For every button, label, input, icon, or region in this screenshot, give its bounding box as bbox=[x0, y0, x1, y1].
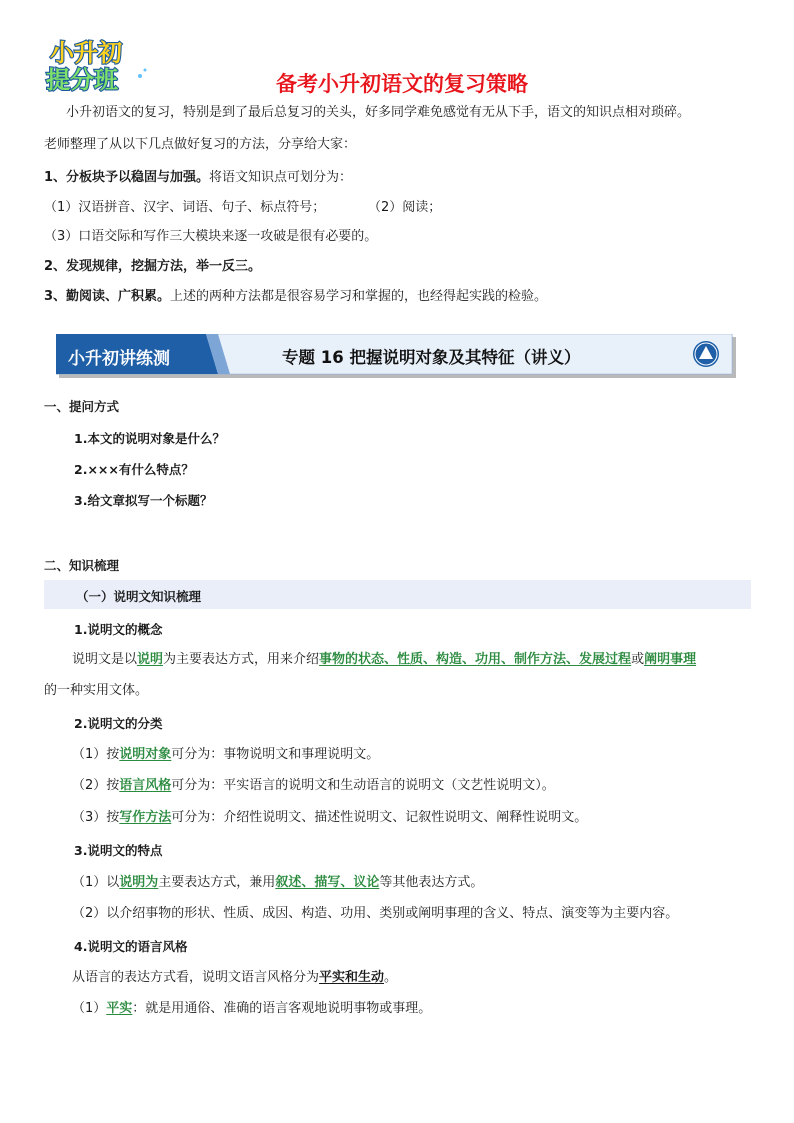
intro-p1: 小升初语文的复习，特别是到了最后总复习的关头，好多同学难免感觉有无从下手，语文的知识点相对琐碎。 bbox=[66, 105, 691, 120]
feature-2: （2）以介绍事物的形状、性质、成因、构造、功用、类别或阐明事理的含义、特点、演变等为主要内容。 bbox=[72, 906, 679, 921]
concept-heading: 1.说明文的概念 bbox=[74, 622, 163, 637]
concept-line-1: 说明文是以说明为主要表达方式，用来介绍事物的状态、性质、构造、功用、制作方法、发展过程或阐明事理 bbox=[72, 652, 697, 667]
method-1-a: （1）汉语拼音、汉字、词语、句子、标点符号； bbox=[44, 200, 326, 215]
method-1-b: （2）阅读； bbox=[368, 200, 442, 215]
method-3: 3、勤阅读、广积累。上述的两种方法都是很容易学习和掌握的，也经得起实践的检验。 bbox=[44, 289, 548, 304]
logo-line1: 小升初 bbox=[50, 39, 122, 67]
feature-1: （1）以说明为主要表达方式，兼用叙述、描写、议论等其他表达方式。 bbox=[72, 875, 484, 890]
language-1: （1）平实：就是用通俗、准确的语言客观地说明事物或事理。 bbox=[72, 1001, 432, 1016]
classification-3: （3）按写作方法可分为：介绍性说明文、描述性说明文、记叙性说明文、阐释性说明文。 bbox=[72, 810, 588, 825]
language-intro: 从语言的表达方式看，说明文语言风格分为平实和生动。 bbox=[72, 970, 398, 985]
question-1: 1.本文的说明对象是什么？ bbox=[74, 431, 225, 446]
question-3: 3.给文章拟写一个标题？ bbox=[74, 493, 213, 508]
banner-tag: 小升初讲练测 bbox=[68, 349, 170, 369]
banner-topic: 专题 16 把握说明对象及其特征（讲义） bbox=[282, 348, 581, 367]
classification-heading: 2.说明文的分类 bbox=[74, 716, 163, 731]
section-1-heading: 一、提问方式 bbox=[44, 399, 120, 414]
method-2: 2、发现规律，挖掘方法，举一反三。 bbox=[44, 259, 262, 274]
page-title: 备考小升初语文的复习策略 bbox=[276, 72, 528, 96]
language-heading: 4.说明文的语言风格 bbox=[74, 939, 188, 954]
method-1-c: （3）口语交际和写作三大模块来逐一攻破是很有必要的。 bbox=[44, 229, 378, 244]
concept-line-2: 的一种实用文体。 bbox=[44, 683, 149, 698]
logo-line2: 提分班 bbox=[46, 66, 118, 94]
method-1: 1、分板块予以稳固与加强。将语文知识点可划分为： bbox=[44, 170, 353, 185]
classification-2: （2）按语言风格可分为：平实语言的说明文和生动语言的说明文（文艺性说明文）。 bbox=[72, 778, 555, 793]
section-2-heading: 二、知识梳理 bbox=[44, 558, 120, 573]
question-2: 2.×××有什么特点？ bbox=[74, 462, 194, 477]
subsection-title: （一）说明文知识梳理 bbox=[76, 589, 202, 604]
features-heading: 3.说明文的特点 bbox=[74, 843, 163, 858]
classification-1: （1）按说明对象可分为：事物说明文和事理说明文。 bbox=[72, 747, 380, 762]
intro-p2: 老师整理了从以下几点做好复习的方法，分享给大家： bbox=[44, 137, 357, 152]
